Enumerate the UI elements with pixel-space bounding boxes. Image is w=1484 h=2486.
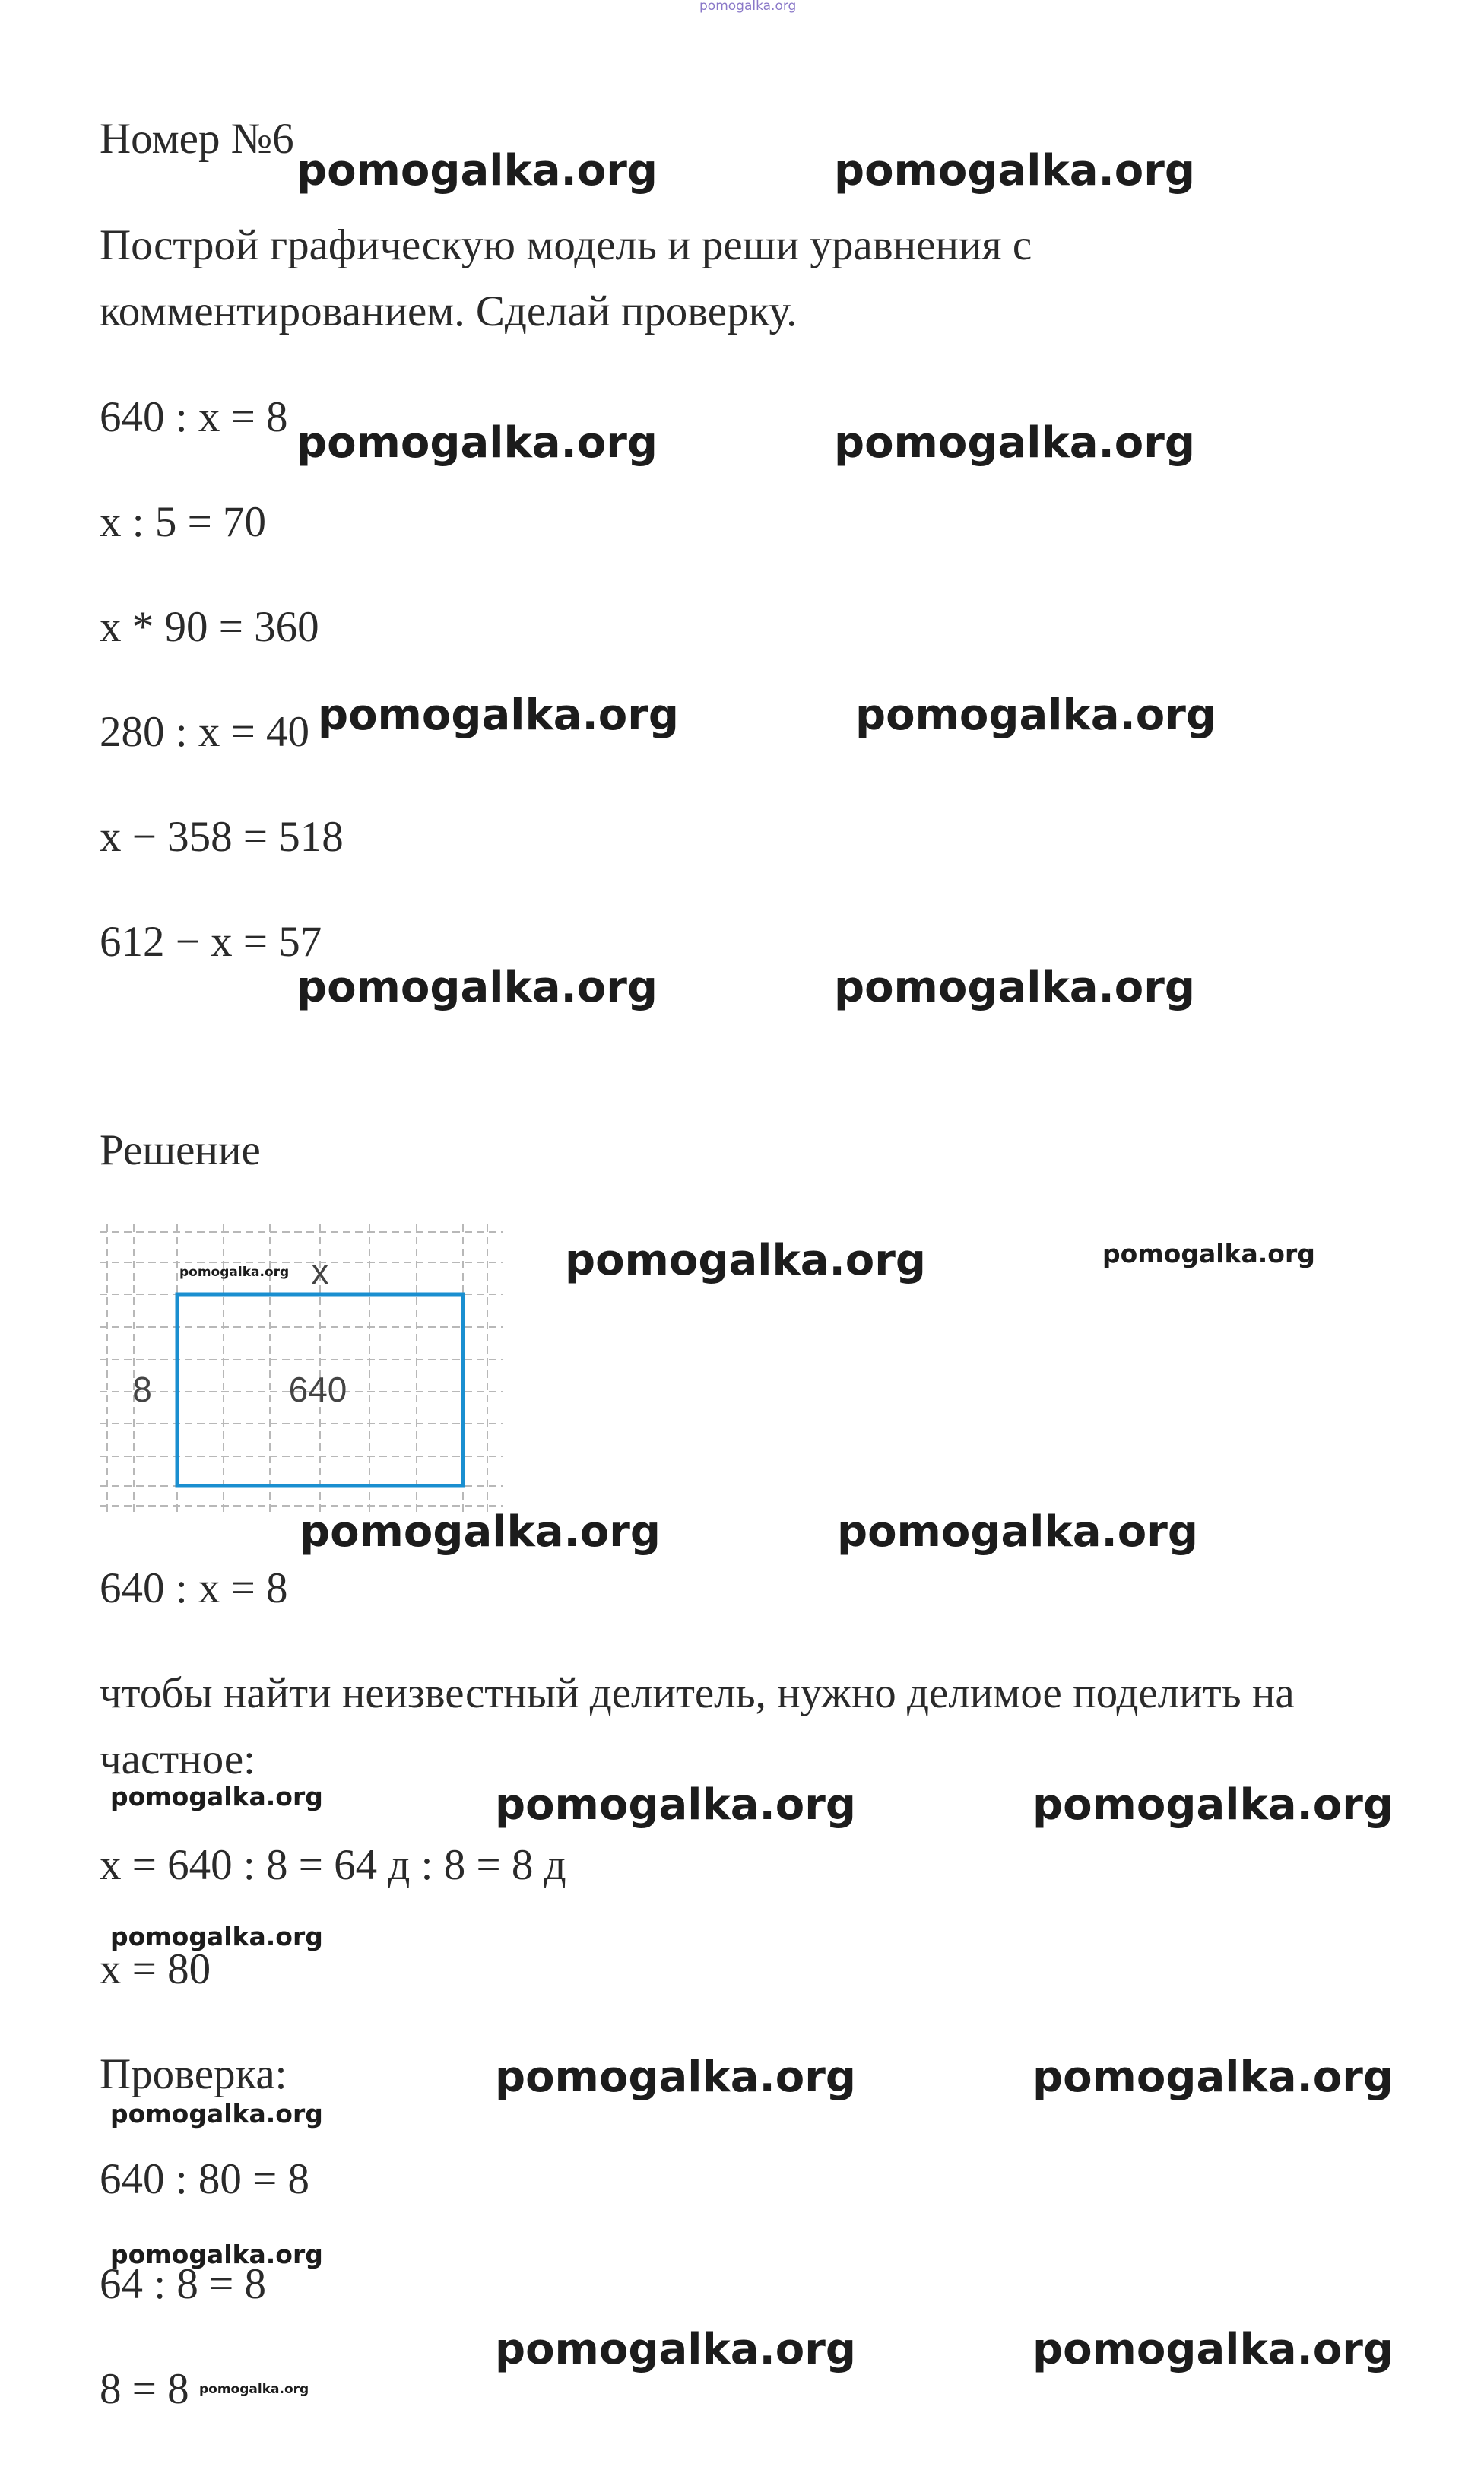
check-heading: Проверка: [100,2050,287,2098]
grid-lines [100,1224,503,1513]
problem-number-title: Номер №6 [100,115,294,163]
watermark: pomogalka.org [834,418,1195,468]
equation-6: 612 − x = 57 [100,918,322,966]
figure-area-label: 640 [288,1370,347,1409]
watermark: pomogalka.org [565,1236,926,1285]
watermark: pomogalka.org [318,691,679,740]
watermark: pomogalka.org [110,1782,323,1811]
watermark: pomogalka.org [495,2053,856,2102]
watermark: pomogalka.org [296,963,658,1012]
equation-1: 640 : x = 8 [100,393,288,441]
watermark: pomogalka.org [834,146,1195,195]
watermark: pomogalka.org [855,691,1216,740]
figure-side-label: 8 [132,1370,152,1409]
task-text-line-2: комментированием. Сделай проверку. [100,287,797,335]
watermark: pomogalka.org [199,2382,309,2397]
equation-5: x − 358 = 518 [100,813,344,861]
check-line-3: 8 = 8 [100,2365,189,2413]
watermark: pomogalka.org [834,963,1195,1012]
rule-text-line-2: частное: [100,1735,256,1783]
watermark: pomogalka.org [1032,2053,1394,2102]
watermark: pomogalka.org [296,146,658,195]
watermark: pomogalka.org [495,1780,856,1830]
answer-line: x = 80 [100,1945,211,1993]
check-line-2: 64 : 8 = 8 [100,2260,266,2308]
watermark: pomogalka.org [837,1507,1198,1557]
equation-2: x : 5 = 70 [100,498,266,546]
equation-3: x * 90 = 360 [100,603,319,651]
graphic-model-figure [100,1224,503,1513]
figure-top-label: x [311,1252,329,1291]
watermark: pomogalka.org [1032,2325,1394,2374]
solution-heading: Решение [100,1126,261,1174]
watermark: pomogalka.org [110,2099,323,2129]
watermark: pomogalka.org [296,418,658,468]
watermark: pomogalka.org [110,2240,323,2269]
check-line-1: 640 : 80 = 8 [100,2155,309,2203]
watermark: pomogalka.org [110,1922,323,1951]
equation-4: 280 : x = 40 [100,708,309,756]
calculation-line: x = 640 : 8 = 64 д : 8 = 8 д [100,1841,566,1889]
watermark: pomogalka.org [1032,1780,1394,1830]
solution-equation: 640 : x = 8 [100,1564,288,1612]
watermark: pomogalka.org [300,1507,661,1557]
rule-text-line-1: чтобы найти неизвестный делитель, нужно делимое поделить на [100,1669,1295,1717]
figure-watermark: pomogalka.org [179,1265,290,1280]
watermark: pomogalka.org [495,2325,856,2374]
watermark: pomogalka.org [1102,1239,1315,1268]
task-text-line-1: Построй графическую модель и реши уравнения с [100,221,1032,269]
watermark-top: pomogalka.org [699,0,797,14]
